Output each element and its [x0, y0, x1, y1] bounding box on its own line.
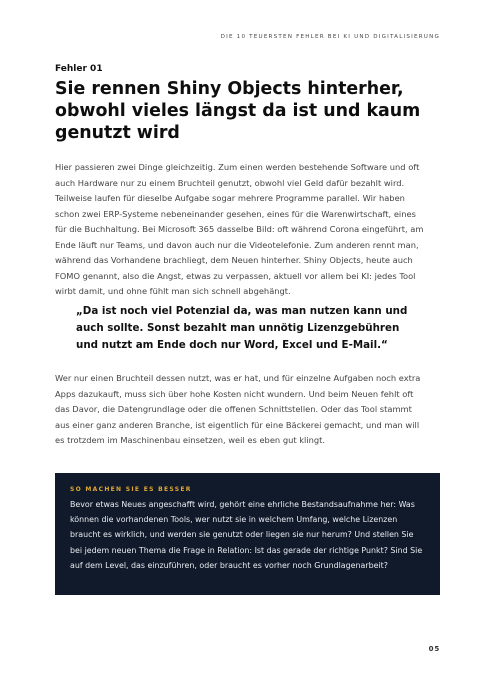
tip-box: [55, 473, 440, 595]
tip-box-title: SO MACHEN SIE ES BESSER: [70, 486, 192, 493]
body-paragraph-1: Hier passieren zwei Dinge gleichzeitig. Zum einen werden bestehende Software und oft auch Hardware nur zu einem Bruchteil genutzt, obwohl viel Geld dafür bezahlt wird. Teilweise laufen für dieselbe Aufgabe sogar mehrere Programme parallel. Wir haben schon zwei ERP-Systeme nebeneinander gesehen, eines für die Warenwirtschaft, eines für die Buchhaltung. Bei Microsoft 365 dasselbe Bild: oft während Corona eingeführt, am Ende läuft nur Teams, und davon auch nur die Videotelefonie. Zum anderen rennt man, während das Vorhandene brachliegt, dem Neuen hinterher. Shiny Objects, heute auch FOMO genannt, also die Angst, etwas zu verpassen, aktuell vor allem bei KI: jedes Tool wirbt damit, und ohne fühlt man sich schnell abgehängt.: [55, 162, 424, 296]
pull-quote: „Da ist noch viel Potenzial da, was man nutzen kann und auch sollte. Sonst bezahlt man unnötig Lizenzgebühren und nutzt am Ende doch nur Word, Excel und E-Mail.“: [76, 305, 408, 352]
page-number: 05: [428, 645, 440, 653]
chapter-label: Fehler 01: [55, 64, 103, 74]
running-header: DIE 10 TEUERSTEN FEHLER BEI KI UND DIGITALISIERUNG: [220, 34, 440, 40]
chapter-headline: Sie rennen Shiny Objects hinterher, obwohl vieles längst da ist und kaum genutzt wird: [55, 79, 421, 143]
body-paragraph-2: Wer nur einen Bruchteil dessen nutzt, was er hat, und für einzelne Aufgaben noch extra Apps dazukauft, muss sich über hohe Kosten nicht wundern. Und beim Neuen fehlt oft das Davor, die Datengrundlage oder die offenen Schnittstellen. Oder das Tool stammt aus einer ganz anderen Branche, ist eigentlich für eine Bäckerei gemacht, und man will es trotzdem im Maschinenbau einsetzen, weil es eben gut klingt.: [55, 373, 421, 445]
tip-box-text: Bevor etwas Neues angeschafft wird, gehört eine ehrliche Bestandsaufnahme her: Was können die vorhandenen Tools, wer nutzt sie in welchem Umfang, welche Lizenzen braucht es wirklich, und werden sie genutzt oder liegen sie nur herum? Und stellen Sie bei jedem neuen Thema die Frage in Relation: Ist das gerade der richtige Punkt? Sind Sie auf dem Level, das einzuführen, oder braucht es vorher noch Grundlagenarbeit?: [70, 500, 423, 570]
